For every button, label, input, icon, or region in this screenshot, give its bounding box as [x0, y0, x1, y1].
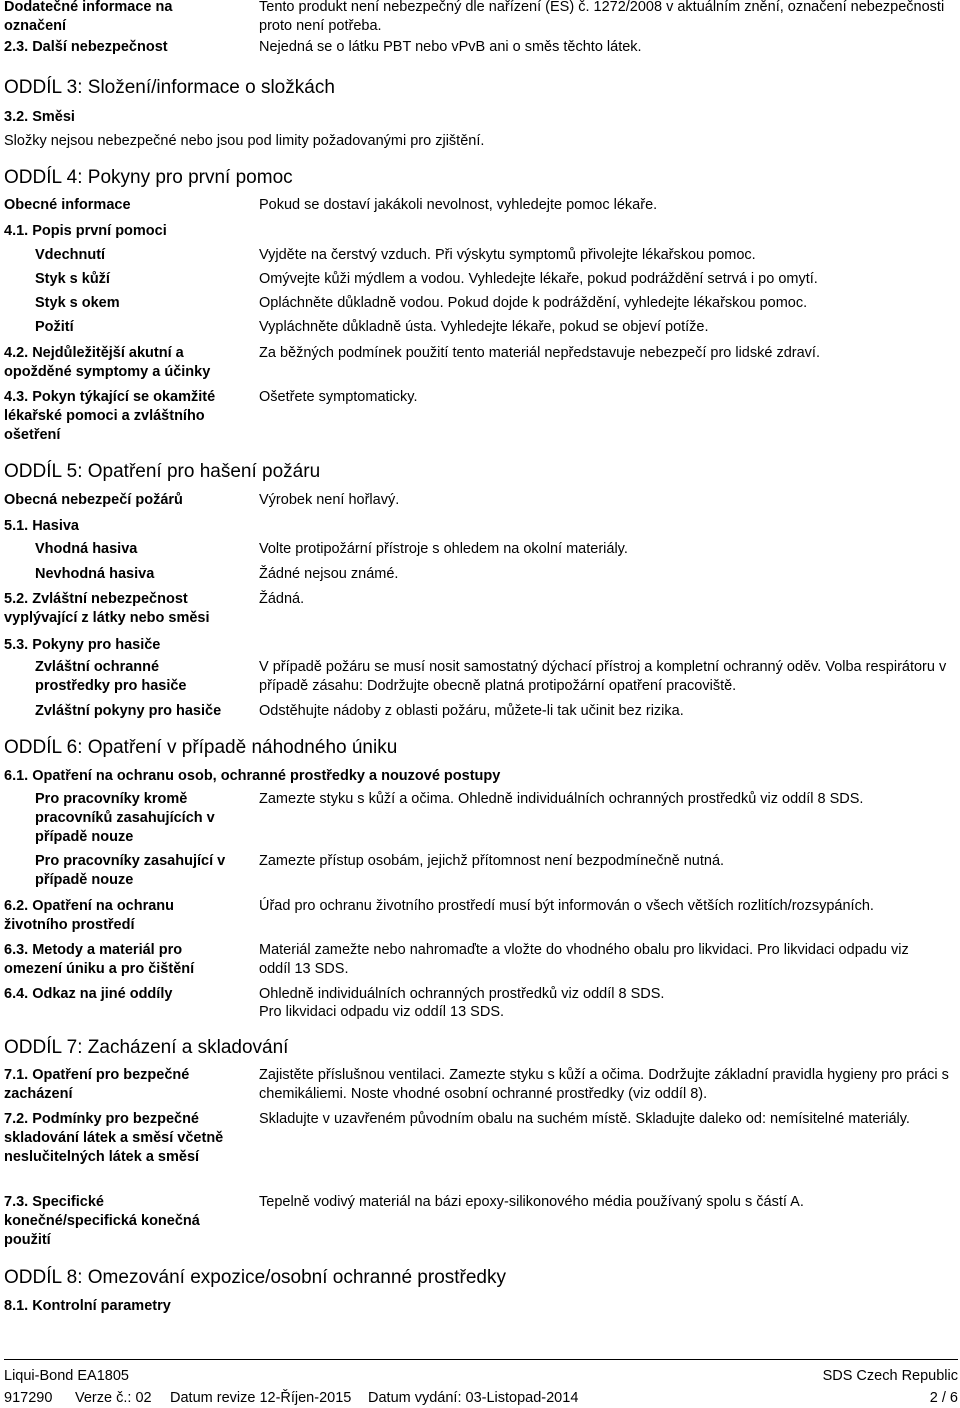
firefighting-procedures-label: Zvláštní pokyny pro hasiče [35, 703, 222, 719]
inhalation-label: Vdechnutí [35, 247, 106, 263]
footer-issue-date: Datum vydání: 03-Listopad-2014 [368, 1390, 579, 1406]
environmental-precautions-label: 6.2. Opatření na ochranu životního prostředí [4, 898, 175, 933]
unsuitable-media-value: Žádné nejsou známé. [259, 566, 399, 582]
skin-contact-label: Styk s kůží [35, 271, 110, 287]
first-aid-general-label: Obecné informace [4, 197, 131, 213]
footer-divider [4, 1359, 958, 1360]
emergency-responders-value: Zamezte přístup osobám, jejichž přítomnost není bezpodmínečně nutná. [259, 853, 725, 869]
reference-sections-label: 6.4. Odkaz na jiné oddíly [4, 986, 173, 1002]
special-hazards-label: 5.2. Zvláštní nebezpečnost vyplývající z látky nebo směsi [4, 591, 210, 626]
control-parameters-subheading: 8.1. Kontrolní parametry [4, 1298, 171, 1314]
extinguishing-media-subheading: 5.1. Hasiva [4, 518, 79, 534]
first-aid-description-subheading: 4.1. Popis první pomoci [4, 223, 167, 239]
protective-equipment-label: Zvláštní ochranné prostředky pro hasiče [35, 659, 187, 694]
footer-product-code: 917290 [4, 1390, 53, 1406]
other-hazards-label: 2.3. Další nebezpečnost [4, 39, 168, 55]
footer-product-name: Liqui-Bond EA1805 [4, 1368, 129, 1384]
footer-version: Verze č.: 02 [75, 1390, 152, 1406]
skin-contact-value: Omývejte kůži mýdlem a vodou. Vyhledejte lékaře, pokud podráždění setrvá i po omytí. [259, 271, 818, 287]
first-aid-general-value: Pokud se dostaví jakákoli nevolnost, vyhledejte pomoc lékaře. [259, 197, 658, 213]
eye-contact-value: Opláchněte důkladně vodou. Pokud dojde k podráždění, vyhledejte lékařskou pomoc. [259, 295, 808, 311]
fire-hazards-label: Obecná nebezpečí požárů [4, 492, 183, 508]
section-8-heading: ODDÍL 8: Omezování expozice/osobní ochranné prostředky [4, 1267, 506, 1288]
non-emergency-value: Zamezte styku s kůží a očima. Ohledně individuálních ochranných prostředků viz oddíl 8 SDS. [259, 791, 864, 807]
medical-attention-label: 4.3. Pokyn týkající se okamžité lékařské pomoci a zvláštního ošetření [4, 389, 216, 443]
eye-contact-label: Styk s okem [35, 295, 120, 311]
non-emergency-label: Pro pracovníky kromě pracovníků zasahujících v případě nouze [35, 791, 215, 845]
containment-methods-label: 6.3. Metody a materiál pro omezení úniku a pro čištění [4, 942, 195, 977]
section-7-heading: ODDÍL 7: Zacházení a skladování [4, 1037, 289, 1058]
protective-equipment-value: V případě požáru se musí nosit samostatný dýchací přístroj a kompletní ochranný oděv. Volba respirátoru v případě zásahu: Dodržujte obecně platná protipožární opatření pracoviště. [259, 659, 947, 694]
safe-storage-label: 7.2. Podmínky pro bezpečné skladování látek a směsí včetně neslučitelných látek a směsí [4, 1111, 224, 1165]
additional-label-info-label: Dodatečné informace na označení [4, 0, 173, 34]
footer-revision-date: Datum revize 12-Říjen-2015 [170, 1390, 352, 1406]
safe-handling-label: 7.1. Opatření pro bezpečné zacházení [4, 1067, 190, 1102]
specific-end-use-value: Tepelně vodivý materiál na bázi epoxy-silikonového média používaný spolu s částí A. [259, 1194, 804, 1210]
symptoms-effects-value: Za běžných podmínek použití tento materiál nepředstavuje nebezpečí pro lidské zdraví. [259, 345, 820, 361]
footer-country: SDS Czech Republic [822, 1368, 958, 1384]
inhalation-value: Vyjděte na čerstvý vzduch. Při výskytu symptomů přivolejte lékařskou pomoc. [259, 247, 756, 263]
reference-sections-value-1: Ohledně individuálních ochranných prostředků viz oddíl 8 SDS. [259, 986, 665, 1002]
environmental-precautions-value: Úřad pro ochranu životního prostředí musí být informován o všech větších rozlitích/rozsypáních. [259, 898, 874, 914]
unsuitable-media-label: Nevhodná hasiva [35, 566, 155, 582]
section-5-heading: ODDÍL 5: Opatření pro hašení požáru [4, 461, 321, 482]
other-hazards-value: Nejedná se o látku PBT nebo vPvB ani o směs těchto látek. [259, 39, 642, 55]
safe-storage-value: Skladujte v uzavřeném původním obalu na suchém místě. Skladujte daleko od: nemísitelné materiály. [259, 1111, 910, 1127]
suitable-media-label: Vhodná hasiva [35, 541, 138, 557]
mixtures-subheading: 3.2. Směsi [4, 109, 75, 125]
symptoms-effects-label: 4.2. Nejdůležitější akutní a opožděné symptomy a účinky [4, 345, 211, 380]
fire-hazards-value: Výrobek není hořlavý. [259, 492, 400, 508]
ingestion-label: Požití [35, 319, 74, 335]
reference-sections-value-2: Pro likvidaci odpadu viz oddíl 13 SDS. [259, 1004, 505, 1020]
additional-label-info-value: Tento produkt není nebezpečný dle nařízení (ES) č. 1272/2008 v aktuálním znění, označení nebezpečnosti proto není potřeba. [259, 0, 945, 34]
footer-page-number: 2 / 6 [929, 1390, 958, 1406]
special-hazards-value: Žádná. [259, 591, 305, 607]
mixtures-text: Složky nejsou nebezpečné nebo jsou pod limity požadovanými pro zjištění. [4, 133, 485, 149]
section-6-heading: ODDÍL 6: Opatření v případě náhodného úniku [4, 737, 398, 758]
personal-precautions-subheading: 6.1. Opatření na ochranu osob, ochranné prostředky a nouzové postupy [4, 768, 501, 784]
medical-attention-value: Ošetřete symptomaticky. [259, 389, 418, 405]
specific-end-use-label: 7.3. Specifické konečné/specifická konečná použití [4, 1194, 200, 1248]
ingestion-value: Vypláchněte důkladně ústa. Vyhledejte lékaře, pokud se objeví potíže. [259, 319, 709, 335]
firefighter-advice-subheading: 5.3. Pokyny pro hasiče [4, 637, 161, 653]
section-3-heading: ODDÍL 3: Složení/informace o složkách [4, 77, 335, 98]
containment-methods-value: Materiál zamežte nebo nahromaďte a vložte do vhodného obalu pro likvidaci. Pro likvidaci odpadu viz oddíl 13 SDS. [259, 942, 909, 977]
safe-handling-value: Zajistěte příslušnou ventilaci. Zamezte styku s kůží a očima. Dodržujte základní pravidla hygieny pro práci s chemikáliemi. Noste vhodné osobní ochranné prostředky (viz oddíl 8). [259, 1067, 949, 1102]
suitable-media-value: Volte protipožární přístroje s ohledem na okolní materiály. [259, 541, 628, 557]
emergency-responders-label: Pro pracovníky zasahující v případě nouze [35, 853, 226, 888]
section-4-heading: ODDÍL 4: Pokyny pro první pomoc [4, 167, 293, 188]
firefighting-procedures-value: Odstěhujte nádoby z oblasti požáru, můžete-li tak učinit bez rizika. [259, 703, 684, 719]
